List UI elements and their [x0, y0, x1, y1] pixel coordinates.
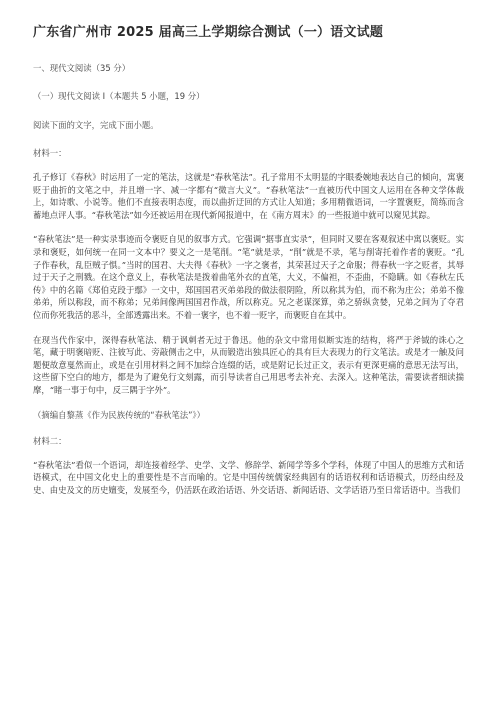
material-two-paragraph-1: “春秋笔法”看似一个语词，却连接着经学、史学、文学、修辞学、新闻学等多个学科，体现了中国人的思维方式和话语模式，在中国文化史上的重要性是不言而喻的。它是中国传统儒家经典固有的话语权利和话语模式，历经由经及史、由史及文的历史嬗变，发展至今，仍活跃在政治话语、外交话语、新闻话语、文学话语乃至日常话语中。当我们 [33, 459, 464, 495]
section-heading: 一、现代文阅读（35 分） [33, 63, 131, 73]
material-one-label: 材料一： [33, 148, 67, 158]
material-one-paragraph-3: 在现当代作家中，深得春秋笔法、精于讽刺者无过于鲁迅。他的杂文中常用似断实连的结构，将严于斧钺的诛心之笔，藏于明褒暗贬、注彼写此、旁敲侧击之中，从而锻造出独具匠心的具有巨大表现力的行文笔法。或是才一触及问题便故意戛然而止，或是在引用材料之间不加综合连缀的话，或是附记长过正文，表示有更深更痛的意思无法写出，这些留下空白的地方，都是为了避免行文刻露，而引导读者自己用思考去补充、去深入。这种笔法，需要读者细读揣摩，“睹一事于句中，反三隅于字外”。 [33, 334, 464, 395]
document-title: 广东省广州市 2025 届高三上学期综合测试（一）语文试题 [33, 25, 384, 40]
reading-instruction: 阅读下面的文字，完成下面小题。 [33, 120, 159, 130]
material-one-paragraph-1: 孔子修订《春秋》时运用了一定的笔法，这就是“春秋笔法”。孔子常用不太明显的字眼委婉地表达自己的倾向，寓褒贬于曲折的文笔之中，并且增一字、减一字都有“微言大义”。“春秋笔法”一直被历代中国文人运用在各种文学体裁上，如诗歌、小说等。他们不直接表明态度，而以曲折迂回的方式让人知道；多用精微语词，一字置褒贬，简练而含蓄地点评人事。“春秋笔法”如今还被运用在现代新闻报道中，在《南方周末》的一些报道中就可以窥见其踪。 [33, 172, 464, 220]
material-two-label: 材料二： [33, 435, 67, 446]
material-one-source: （摘编自黎蒸《作为民族传统的“春秋笔法”》） [33, 409, 205, 420]
material-one-paragraph-2: “春秋笔法”是一种实录事迹而令褒贬自见的叙事方式。它强调“据事直实录”，但同时又要在客观叙述中寓以褒贬。实录和褒贬，如何统一在同一文本中？要义之一是笔削。“笔”就是录，“削”就是不录，笔与削寄托着作者的褒贬。“孔子作春秋，乱臣贼子惧。”当时的国君、大夫得《春秋》一字之褒者，其荣甚过天子之命服；得春秋一字之贬者，其辱过于天子之刑戮。在这个意义上，春秋笔法是拨着曲笔外衣的直笔，大义，不偏袒，不歪曲，不隐瞒。如《春秋左氏传》中的名篇《郑伯克段于鄢》一文中，郑国国君灭弟弟段的做法很阴险，所以称其为伯，而不称为庄公；弟弟不像弟弟，所以称段，而不称弟；兄弟间像两国国君作战，所以称克。兄之老谋深算，弟之骄纵贪婪，兄弟之间为了夺君位而你死我活的恶斗，全部透露出来。不着一褒字，也不着一贬字，而褒贬自在其中。 [33, 234, 464, 320]
subsection-heading: （一）现代文阅读 Ⅰ（本题共 5 小题，19 分） [33, 91, 205, 101]
